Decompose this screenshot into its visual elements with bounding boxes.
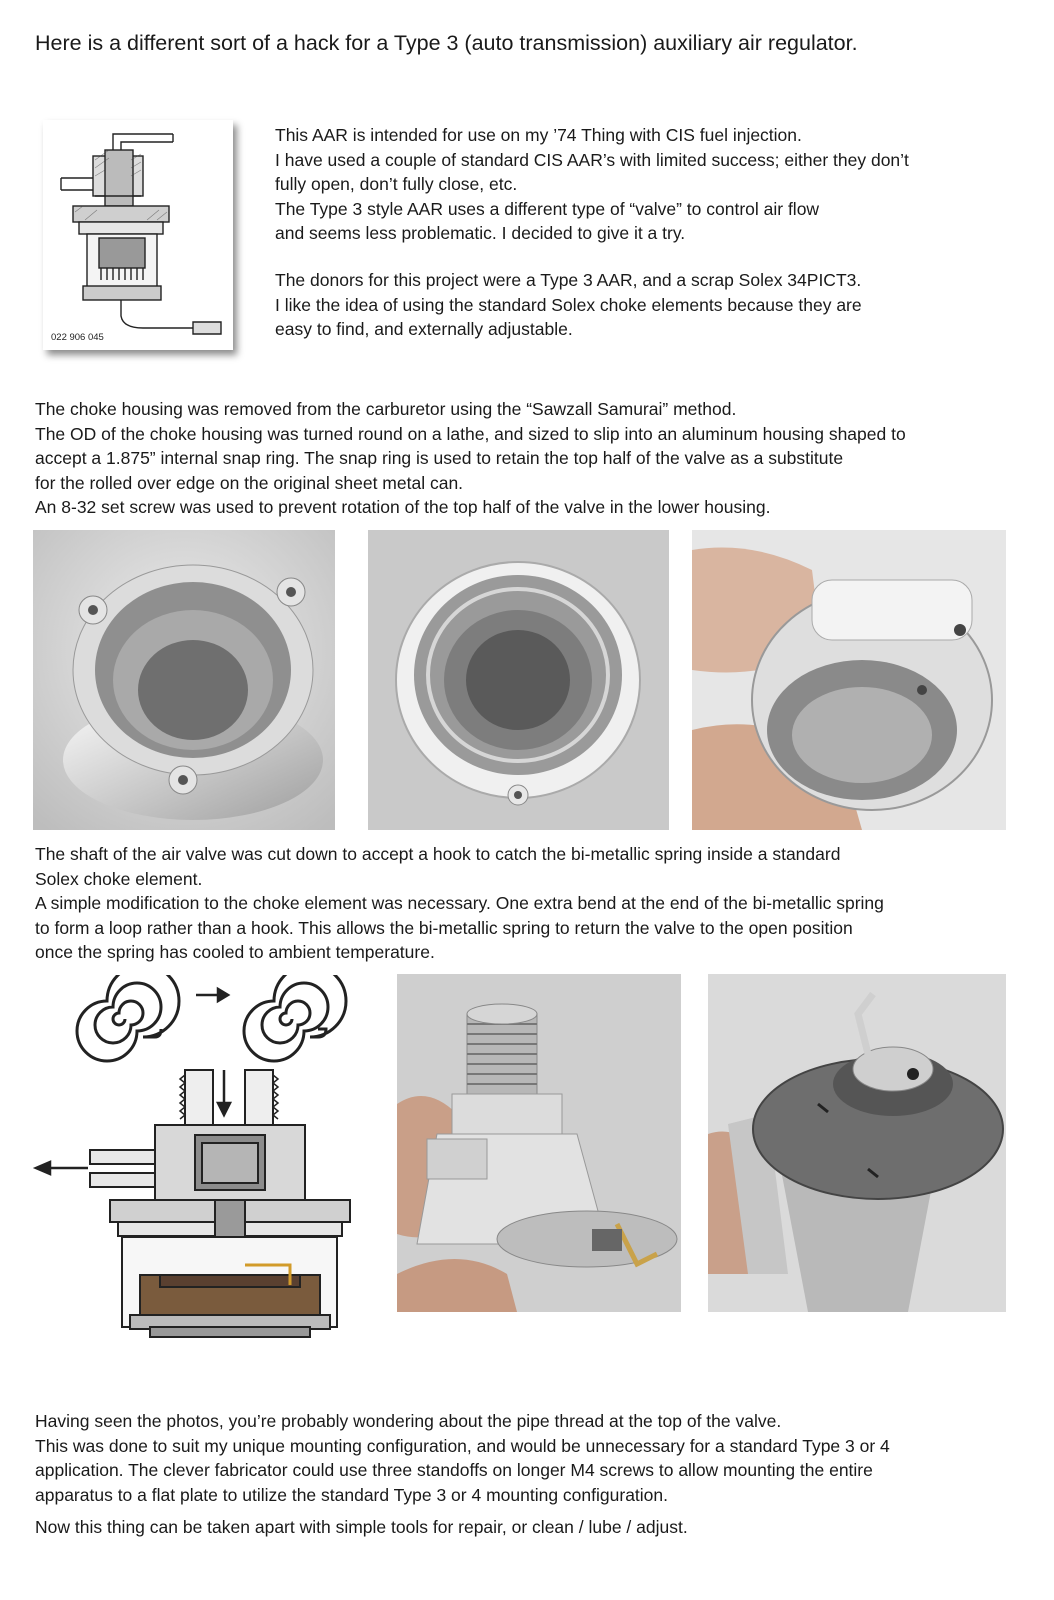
- shaft-line: once the spring has cooled to ambient temperature.: [35, 942, 435, 963]
- part-number-label: 022 906 045: [51, 332, 104, 343]
- intro-line: and seems less problematic. I decided to give it a try.: [275, 223, 686, 244]
- spring-hook-spiral: [77, 975, 179, 1061]
- final-sentence: Now this thing can be taken apart with simple tools for repair, or clean / lube / adjust.: [35, 1517, 688, 1537]
- spring-loop-spiral: [244, 975, 346, 1061]
- donors-line: I like the idea of using the standard Solex choke elements because they are: [275, 294, 862, 315]
- valve-photo-pipe-thread: [397, 974, 681, 1312]
- closing-paragraph: [35, 1409, 890, 1507]
- housing-photo-snap-ring: [368, 530, 669, 830]
- shaft-line: Solex choke element.: [35, 868, 203, 889]
- housing-line: accept a 1.875” internal snap ring. The snap ring is used to retain the top half of the valve as a substitute: [35, 448, 844, 469]
- housing-line: The choke housing was removed from the carburetor using the “Sawzall Samurai” method.: [35, 399, 737, 419]
- shaft-line: to form a loop rather than a hook. This allows the bi-metallic spring to return the valve to the open position: [35, 917, 853, 938]
- shaft-paragraph: [35, 842, 884, 965]
- closing-line: This was done to suit my unique mounting configuration, and would be unnecessary for a standard Type 3 or 4: [35, 1435, 890, 1456]
- shaft-line: The shaft of the air valve was cut down to accept a hook to catch the bi-metallic spring inside a standard: [35, 844, 841, 864]
- closing-line: application. The clever fabricator could use three standoffs on longer M4 screws to allow mounting the entire: [35, 1460, 873, 1481]
- page-title: Here is a different sort of a hack for a Type 3 (auto transmission) auxiliary air regulator.: [35, 31, 858, 55]
- intro-line: fully open, don’t fully close, etc.: [275, 174, 518, 195]
- donors-line: The donors for this project were a Type 3 AAR, and a scrap Solex 34PICT3.: [275, 270, 862, 290]
- housing-photo-in-hand: [692, 530, 1006, 830]
- housing-paragraph: [35, 397, 906, 520]
- intro-line: This AAR is intended for use on my ’74 Thing with CIS fuel injection.: [275, 125, 802, 145]
- housing-line: for the rolled over edge on the original sheet metal can.: [35, 472, 464, 493]
- donors-paragraph: [275, 268, 862, 342]
- shaft-line: A simple modification to the choke element was necessary. One extra bend at the end of the bi-metallic spring: [35, 893, 884, 914]
- intro-line: I have used a couple of standard CIS AAR’s with limited success; either they don’t: [275, 149, 909, 170]
- donors-line: easy to find, and externally adjustable.: [275, 319, 573, 340]
- housing-line: An 8-32 set screw was used to prevent rotation of the top half of the valve in the lower housing.: [35, 497, 771, 518]
- intro-paragraph: [275, 123, 909, 246]
- closing-line: Having seen the photos, you’re probably wondering about the pipe thread at the top of the valve.: [35, 1411, 782, 1431]
- closing-line: apparatus to a flat plate to utilize the standard Type 3 or 4 mounting configuration.: [35, 1484, 668, 1505]
- valve-photo-choke-element: [708, 974, 1006, 1312]
- housing-photo-top-view: [33, 530, 335, 830]
- housing-line: The OD of the choke housing was turned round on a lathe, and sized to slip into an aluminum housing shaped to: [35, 423, 906, 444]
- aar-cross-section-drawing: [43, 120, 233, 350]
- spring-valve-diagram: [30, 975, 365, 1345]
- aar-cross-section-figure: [43, 120, 233, 350]
- intro-line: The Type 3 style AAR uses a different type of “valve” to control air flow: [275, 198, 820, 219]
